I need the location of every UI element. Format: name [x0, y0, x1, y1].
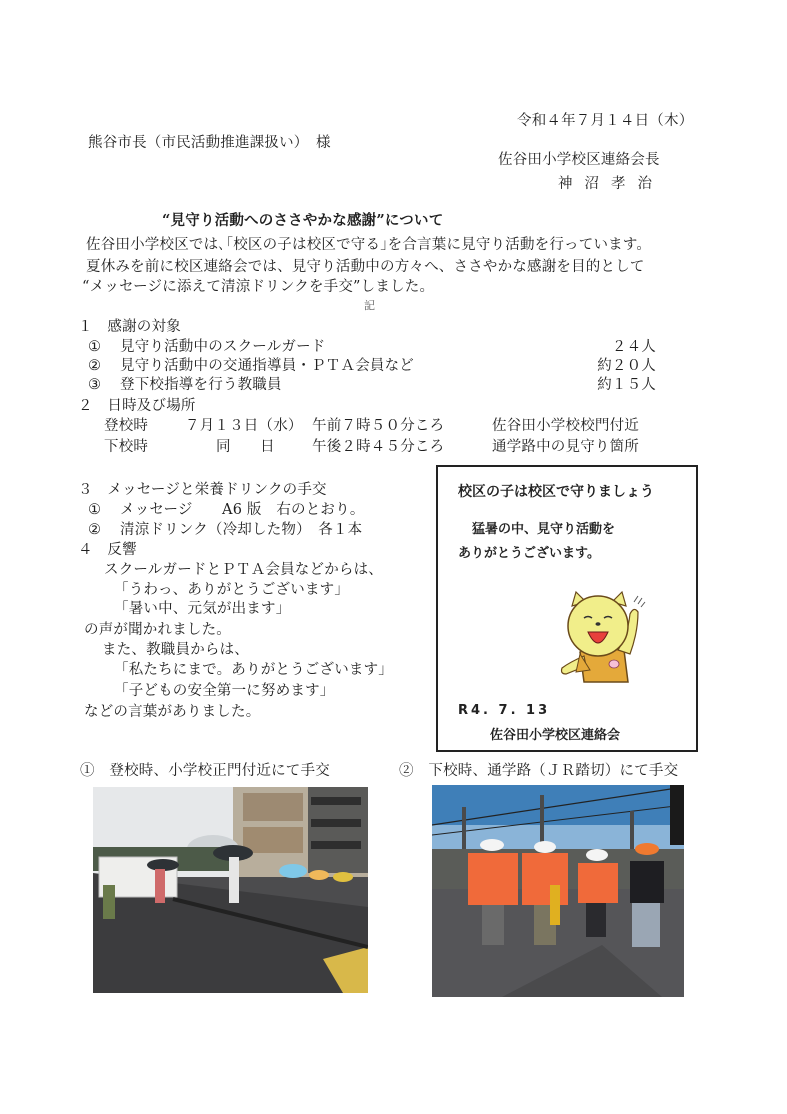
list-item-label: 登下校指導を行う教職員	[120, 377, 282, 393]
reaction-quote: 「子どもの安全第一に努めます」	[114, 683, 335, 699]
message-item: メッセージ A6 版 右のとおり。	[120, 502, 365, 518]
document-date: 令和４年７月１４日（木）	[517, 113, 694, 129]
photo-caption-1: ① 登校時、小学校正門付近にて手交	[80, 763, 330, 779]
sender-name: 神沼孝治	[558, 176, 664, 192]
reaction-quote: 「暑い中、元気が出ます」	[114, 601, 291, 617]
schedule-when: 登校時	[104, 418, 149, 434]
ki-mark: 記	[364, 299, 375, 312]
list-item-count: 約２０人	[597, 358, 656, 374]
photo-caption-2: ② 下校時、通学路（ＪＲ踏切）にて手交	[399, 763, 679, 779]
schedule-time: 午後２時４５分ころ	[312, 439, 445, 455]
mascot-illustration	[550, 584, 650, 684]
photo-school-gate	[93, 787, 368, 993]
reaction-line: の声が聞かれました。	[84, 622, 231, 638]
addressee: 熊谷市長（市民活動推進課扱い） 様	[88, 135, 331, 151]
list-item-mark: ②	[88, 358, 102, 374]
message-card	[436, 465, 698, 752]
reaction-line: また、教職員からは、	[102, 642, 249, 658]
schedule-place: 佐谷田小学校校門付近	[492, 418, 639, 434]
schedule-date: ７月１３日（水）	[185, 418, 303, 434]
section-2-heading: ２ 日時及び場所	[78, 398, 196, 414]
card-date: R4. 7. 13	[458, 703, 551, 718]
card-message-line-1: 猛暑の中、見守り活動を	[472, 522, 616, 537]
section-1-heading: １ 感謝の対象	[78, 319, 181, 335]
card-message-line-2: ありがとうございます。	[458, 546, 600, 561]
list-item-count: 約１５人	[597, 377, 656, 393]
section-4-heading: ４ 反響	[78, 542, 137, 558]
photo-railway-crossing	[432, 785, 684, 997]
list-item-label: 見守り活動中のスクールガード	[120, 339, 326, 355]
drink-item: 清涼ドリンク（冷却した物） 各１本	[120, 522, 363, 538]
reaction-quote: 「うわっ、ありがとうございます」	[114, 582, 350, 598]
schedule-date: 同 日	[216, 439, 275, 455]
list-item-mark: ①	[88, 339, 102, 355]
card-organization: 佐谷田小学校区連絡会	[490, 728, 621, 743]
intro-line-3: “メッセージに添えて清涼ドリンクを手交”しました。	[82, 279, 435, 295]
section-3-heading: ３ メッセージと栄養ドリンクの手交	[78, 482, 327, 498]
intro-line-1: 佐谷田小学校区では､｢校区の子は校区で守る｣を合言葉に見守り活動を行っています。	[86, 237, 652, 253]
reaction-line: などの言葉がありました。	[84, 704, 261, 720]
list-item-mark: ②	[88, 522, 102, 538]
schedule-when: 下校時	[104, 439, 149, 455]
list-item-mark: ③	[88, 377, 102, 393]
list-item-label: 見守り活動中の交通指導員・ＰＴＡ会員など	[120, 358, 414, 374]
reaction-line: スクールガードとＰＴＡ会員などからは、	[104, 562, 384, 578]
schedule-time: 午前７時５０分ころ	[312, 418, 445, 434]
document-title: “見守り活動へのささやかな感謝”について	[162, 212, 444, 229]
schedule-place: 通学路中の見守り箇所	[492, 439, 639, 455]
sender-organization: 佐谷田小学校区連絡会長	[498, 152, 660, 168]
list-item-count: ２４人	[611, 339, 656, 355]
reaction-quote: 「私たちにまで。ありがとうございます」	[114, 662, 394, 678]
list-item-mark: ①	[88, 502, 102, 518]
intro-line-2: 夏休みを前に校区連絡会では、見守り活動中の方々へ、ささやかな感謝を目的として	[86, 259, 645, 275]
card-title: 校区の子は校区で守りましょう	[458, 484, 654, 500]
